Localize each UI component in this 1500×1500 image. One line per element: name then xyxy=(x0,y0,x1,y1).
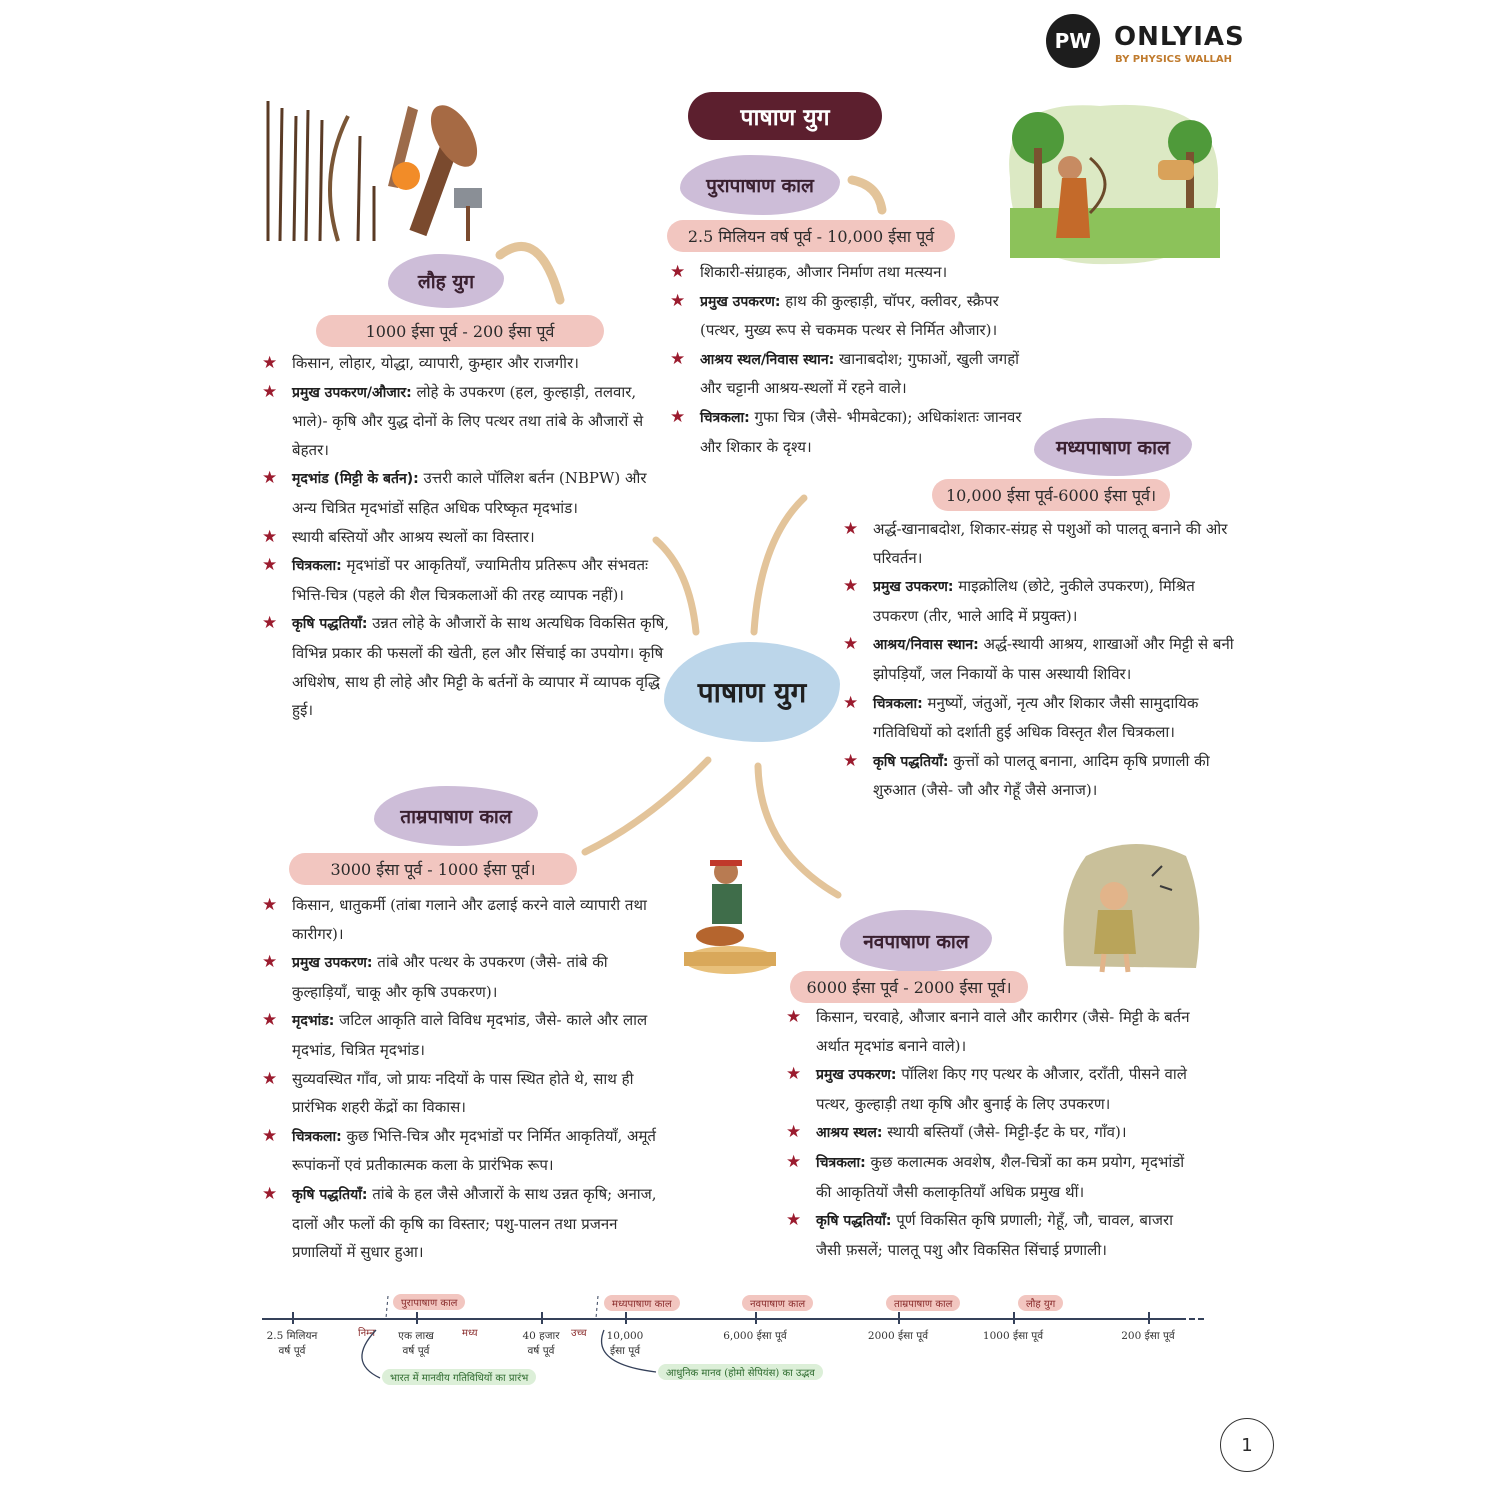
neolithic-heading: नवपाषाण काल xyxy=(840,910,992,972)
item-label: चित्रकला: xyxy=(292,558,342,575)
star-bullet-icon: ★ xyxy=(786,1151,802,1172)
list-item xyxy=(262,948,670,1006)
item-label: चित्रकला: xyxy=(700,409,750,426)
brand-name: ONLYIAS xyxy=(1114,22,1245,52)
list-item xyxy=(670,403,1030,461)
list-item xyxy=(670,287,1030,345)
potter-illustration xyxy=(680,852,780,976)
timeline-tick xyxy=(292,1312,294,1324)
star-bullet-icon: ★ xyxy=(262,1068,278,1089)
timeline-tag-mesolithic: मध्यपाषाण काल xyxy=(604,1295,680,1311)
list-item xyxy=(262,609,670,724)
list-item xyxy=(786,1060,1196,1118)
list-item xyxy=(843,747,1243,805)
pw-logo-icon: PW xyxy=(1046,14,1100,68)
star-bullet-icon: ★ xyxy=(670,406,686,427)
item-text: हाथ की कुल्हाड़ी, चॉपर, क्लीवर, स्क्रैपर (पत्थर, मुख्य रूप से चकमक पत्थर से निर्मित औजार)। xyxy=(700,291,999,340)
timeline-tag-iron: लौह युग xyxy=(1018,1295,1063,1311)
star-bullet-icon: ★ xyxy=(262,526,278,547)
item-label: चित्रकला: xyxy=(292,1128,342,1145)
timeline-tick-label: 10,000 ईसा पूर्व xyxy=(606,1330,644,1357)
star-bullet-icon: ★ xyxy=(843,750,859,771)
item-text: कुछ भित्ति-चित्र और मृदभांडों पर निर्मित आकृतियाँ, अमूर्त रूपांकनों एवं प्रतीकात्मक कला के प्रारंभिक रूप। xyxy=(292,1126,656,1175)
list-item xyxy=(843,630,1243,688)
item-label: आश्रय/निवास स्थान: xyxy=(873,637,979,654)
item-label: कृषि पद्धतियाँ: xyxy=(816,1213,892,1230)
palaeolithic-list xyxy=(670,258,1030,461)
list-item xyxy=(786,1003,1196,1060)
star-bullet-icon: ★ xyxy=(786,1007,802,1027)
list-item xyxy=(262,1065,670,1122)
item-text: किसान, चरवाहे, औजार बनाने वाले और कारीगर (जैसे- मिट्टी के बर्तन अर्थात मृदभांड बनाने वाले)। xyxy=(816,1008,1190,1055)
cave-painter-illustration xyxy=(1056,836,1204,976)
item-text: किसान, लोहार, योद्धा, व्यापारी, कुम्हार और राजगीर। xyxy=(292,354,579,372)
item-text: शिकारी-संग्राहक, औजार निर्माण तथा मत्स्यन। xyxy=(700,263,948,281)
page-number: 1 xyxy=(1220,1418,1274,1472)
star-bullet-icon: ★ xyxy=(262,895,278,915)
star-bullet-icon: ★ xyxy=(786,1122,802,1143)
timeline-tick-label: 6,000 ईसा पूर्व xyxy=(723,1330,787,1342)
list-item xyxy=(262,551,670,609)
item-text: किसान, धातुकर्मी (तांबा गलाने और ढलाई करने वाले व्यापारी तथा कारीगर)। xyxy=(292,896,647,943)
item-text: लोहे के उपकरण (हल, कुल्हाड़ी, तलवार, भाले)- कृषि और युद्ध दोनों के लिए पत्थर तथा तांबे के औजारों से बेहतर। xyxy=(292,382,644,459)
star-bullet-icon: ★ xyxy=(670,290,686,311)
iron-age-list xyxy=(262,349,670,725)
star-bullet-icon: ★ xyxy=(843,634,859,655)
star-bullet-icon: ★ xyxy=(262,1010,278,1031)
star-bullet-icon: ★ xyxy=(262,1183,278,1204)
timeline-tag-neolithic: नवपाषाण काल xyxy=(742,1295,813,1311)
item-label: आश्रय स्थल: xyxy=(816,1125,883,1142)
timeline-tick xyxy=(898,1312,900,1324)
item-text: उन्नत लोहे के औजारों के साथ अत्यधिक विकसित कृषि, विभिन्न प्रकार की फसलों की खेती, हल और सिंचाई का उपयोग। कृषि अधिशेष, साथ ही लोहे और मिट्टी के बर्तनों के व्यापार में व्यापक वृद्धि हुई। xyxy=(292,614,670,720)
chalcolithic-dates: 3000 ईसा पूर्व - 1000 ईसा पूर्व। xyxy=(289,853,577,885)
list-item xyxy=(262,464,670,522)
palaeolithic-dates: 2.5 मिलियन वर्ष पूर्व - 10,000 ईसा पूर्व xyxy=(667,220,955,252)
iron-age-heading: लौह युग xyxy=(388,254,504,308)
item-text: स्थायी बस्तियों और आश्रय स्थलों का विस्तार। xyxy=(292,527,535,546)
timeline-tick-label: एक लाख वर्ष पूर्व xyxy=(398,1330,434,1357)
chalcolithic-list xyxy=(262,891,670,1267)
timeline-tick-label: 2.5 मिलियन वर्ष पूर्व xyxy=(266,1330,318,1357)
list-item xyxy=(262,891,670,948)
item-text: अर्द्ध-स्थायी आश्रय, शाखाओं और मिट्टी से बनी झोपड़ियाँ, जल निकायों के पास अस्थायी शिविर। xyxy=(873,635,1234,683)
timeline-tick-label: 200 ईसा पूर्व xyxy=(1121,1330,1175,1342)
star-bullet-icon: ★ xyxy=(843,576,859,597)
mesolithic-heading: मध्यपाषाण काल xyxy=(1034,418,1192,476)
item-label: प्रमुख उपकरण/औजार: xyxy=(292,384,412,401)
list-item xyxy=(262,1180,670,1267)
list-item xyxy=(262,349,670,378)
item-text: कुत्तों को पालतू बनाना, आदिम कृषि प्रणाली की शुरुआत (जैसे- जौ और गेहूँ जैसे अनाज)। xyxy=(873,751,1210,800)
timeline-tag-chalcolithic: ताम्रपाषाण काल xyxy=(886,1295,960,1311)
list-item xyxy=(843,515,1243,572)
list-item xyxy=(262,378,670,465)
item-text: पॉलिश किए गए पत्थर के औजार, दराँती, पीसने वाले पत्थर, कुल्हाड़ी तथा कृषि और बुनाई के लिए उपकरण। xyxy=(816,1065,1187,1113)
item-label: कृषि पद्धतियाँ: xyxy=(292,1186,368,1203)
star-bullet-icon: ★ xyxy=(262,468,278,489)
neolithic-list xyxy=(786,1003,1196,1264)
item-text: पूर्ण विकसित कृषि प्रणाली; गेहूँ, जौ, चावल, बाजरा जैसी फ़सलें; पालतू पशु और विकसित सिंचाई प्रणाली। xyxy=(816,1211,1173,1259)
item-text: उत्तरी काले पॉलिश बर्तन (NBPW) और अन्य चित्रित मृदभांडों सहित अधिक परिष्कृत मृदभांड। xyxy=(292,469,647,517)
item-label: प्रमुख उपकरण: xyxy=(292,955,373,972)
list-item xyxy=(670,345,1030,403)
item-label: मृदभांड: xyxy=(292,1013,335,1030)
timeline-tick-label: 1000 ईसा पूर्व xyxy=(982,1330,1044,1342)
star-bullet-icon: ★ xyxy=(786,1064,802,1085)
list-item xyxy=(262,523,670,552)
item-text: मनुष्यों, जंतुओं, नृत्य और शिकार जैसी सामुदायिक गतिविधियों को दर्शाती हुई अधिक विस्तृत शैल चित्रकला। xyxy=(873,693,1199,742)
item-text: स्थायी बस्तियाँ (जैसे- मिट्टी-ईंट के घर, गाँव)। xyxy=(882,1123,1127,1142)
star-bullet-icon: ★ xyxy=(262,353,278,373)
item-text: कुछ कलात्मक अवशेष, शैल-चित्रों का कम प्रयोग, मृदभांडों की आकृतियों जैसी कलाकृतियाँ अधिक प्रमुख थीं। xyxy=(816,1152,1185,1201)
center-topic: पाषाण युग xyxy=(664,642,840,742)
timeline-tick xyxy=(755,1312,757,1324)
item-text: माइक्रोलिथ (छोटे, नुकीले उपकरण), मिश्रित उपकरण (तीर, भाले आदि में प्रयुक्त)। xyxy=(873,577,1195,625)
list-item xyxy=(670,258,1030,287)
page-title: पाषाण युग xyxy=(688,92,882,140)
list-item xyxy=(843,689,1243,747)
neolithic-dates: 6000 ईसा पूर्व - 2000 ईसा पूर्व। xyxy=(790,971,1028,1003)
timeline-upper-label: उच्च xyxy=(571,1328,587,1339)
timeline-middle-label: मध्य xyxy=(462,1328,478,1339)
mesolithic-list xyxy=(843,515,1243,805)
item-label: चित्रकला: xyxy=(816,1154,866,1171)
star-bullet-icon: ★ xyxy=(262,555,278,576)
timeline-lower-label: निम्न xyxy=(358,1328,376,1339)
brand-subtitle: BY PHYSICS WALLAH xyxy=(1115,54,1233,65)
star-bullet-icon: ★ xyxy=(670,262,686,282)
list-item xyxy=(786,1148,1196,1206)
item-text: खानाबदोश; गुफाओं, खुली जगहों और चट्टानी आश्रय-स्थलों में रहने वाले। xyxy=(700,349,1020,398)
chalcolithic-heading: ताम्रपाषाण काल xyxy=(374,786,538,846)
star-bullet-icon: ★ xyxy=(262,952,278,973)
mesolithic-dates: 10,000 ईसा पूर्व-6000 ईसा पूर्व। xyxy=(932,479,1170,511)
timeline-tag-palaeolithic: पुरापाषाण काल xyxy=(393,1294,465,1310)
list-item xyxy=(786,1206,1196,1264)
item-label: मृदभांड (मिट्टी के बर्तन): xyxy=(292,471,419,488)
list-item xyxy=(262,1006,670,1064)
star-bullet-icon: ★ xyxy=(670,348,686,369)
star-bullet-icon: ★ xyxy=(262,613,278,634)
stone-tools-illustration xyxy=(258,96,494,244)
timeline-note-human-activity: भारत में मानवीय गतिविधियों का प्रारंभ xyxy=(382,1369,536,1385)
list-item xyxy=(786,1118,1196,1148)
item-text: मृदभांडों पर आकृतियाँ, ज्यामितीय प्रतिरूप और संभवतः भित्ति-चित्र (पहले की शैल चित्रकलाओं की तरह व्यापक नहीं)। xyxy=(292,556,649,604)
item-text: तांबे के हल जैसे औजारों के साथ उन्नत कृषि; अनाज, दालों और फलों की कृषि का विस्तार; पशु-पालन तथा प्रजनन प्रणालियों में सुधार हुआ। xyxy=(292,1184,657,1262)
item-text: तांबे और पत्थर के उपकरण (जैसे- तांबे की कुल्हाड़ियाँ, चाकू और कृषि उपकरण)। xyxy=(292,953,608,1001)
list-item xyxy=(843,572,1243,630)
iron-age-dates: 1000 ईसा पूर्व - 200 ईसा पूर्व xyxy=(316,315,604,347)
item-label: चित्रकला: xyxy=(873,695,923,712)
item-text: गुफा चित्र (जैसे- भीमबेटका); अधिकांशतः जानवर और शिकार के दृश्य। xyxy=(700,407,1022,456)
timeline-arrows xyxy=(340,1290,670,1390)
item-label: प्रमुख उपकरण: xyxy=(873,579,954,596)
item-text: जटिल आकृति वाले विविध मृदभांड, जैसे- काले और लाल मृदभांड, चित्रित मृदभांड। xyxy=(292,1011,648,1059)
list-item xyxy=(262,1122,670,1180)
timeline-tick xyxy=(1148,1312,1150,1324)
item-text: अर्द्ध-खानाबदोश, शिकार-संग्रह से पशुओं को पालतू बनाने की ओर परिवर्तन। xyxy=(873,520,1228,567)
item-label: कृषि पद्धतियाँ: xyxy=(873,753,949,770)
timeline-axis-continuation xyxy=(1180,1318,1204,1320)
item-label: कृषि पद्धतियाँ: xyxy=(292,616,368,633)
item-label: आश्रय स्थल/निवास स्थान: xyxy=(700,351,835,368)
item-text: सुव्यवस्थित गाँव, जो प्रायः नदियों के पास स्थित होते थे, साथ ही प्रारंभिक शहरी केंद्रों का विकास। xyxy=(292,1069,634,1117)
star-bullet-icon: ★ xyxy=(262,1125,278,1146)
timeline-note-homo-sapiens: आधुनिक मानव (होमो सेपियंस) का उद्भव xyxy=(658,1364,823,1380)
palaeolithic-heading: पुरापाषाण काल xyxy=(680,155,840,215)
star-bullet-icon: ★ xyxy=(786,1210,802,1231)
item-label: प्रमुख उपकरण: xyxy=(816,1067,897,1084)
star-bullet-icon: ★ xyxy=(843,692,859,713)
star-bullet-icon: ★ xyxy=(262,381,278,402)
timeline-tick xyxy=(1013,1312,1015,1324)
item-label: प्रमुख उपकरण: xyxy=(700,293,781,310)
hunter-illustration xyxy=(990,88,1226,268)
timeline-tick-label: 2000 ईसा पूर्व xyxy=(867,1330,929,1342)
timeline-tick-label: 40 हजार वर्ष पूर्व xyxy=(522,1330,560,1357)
star-bullet-icon: ★ xyxy=(843,519,859,539)
